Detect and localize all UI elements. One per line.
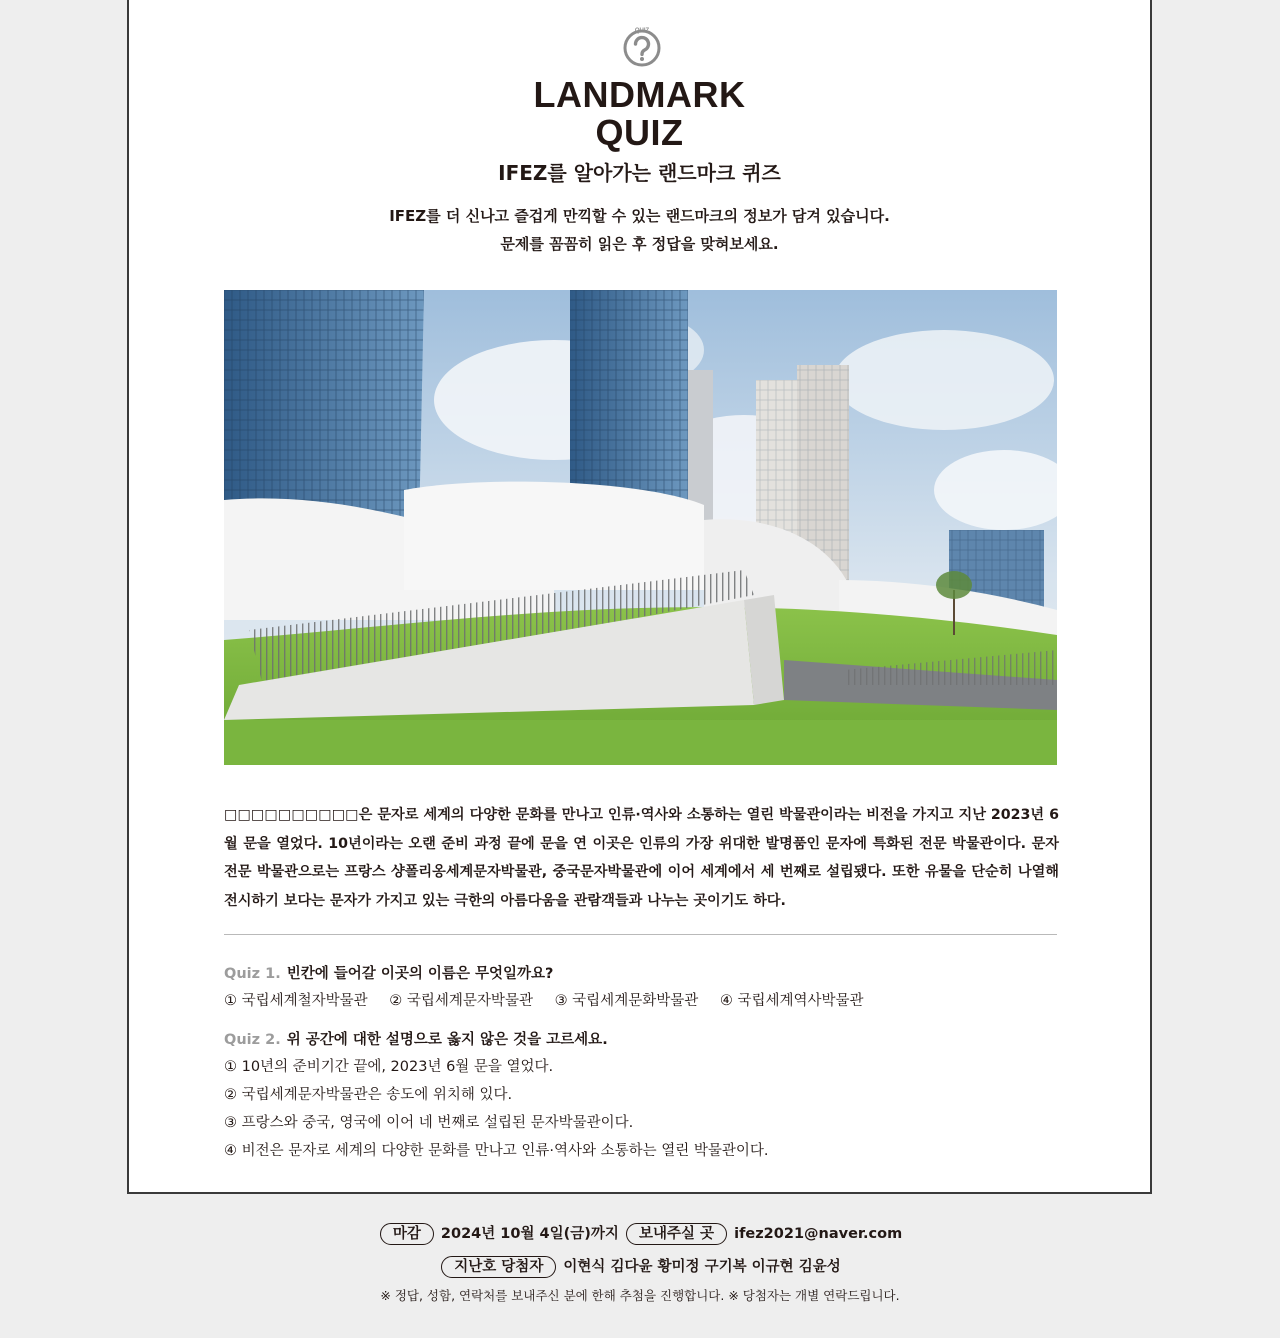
quiz-card: [127, 0, 1152, 1194]
send-label: 보내주실 곳: [626, 1223, 727, 1245]
deadline-row: [0, 1222, 1280, 1245]
quiz2-option-3[interactable]: ③ 프랑스와 중국, 영국에 이어 네 번째로 설립된 문자박물관이다.: [224, 1115, 634, 1131]
quiz1-options: [224, 989, 881, 1010]
winners-row: [0, 1255, 1280, 1278]
subtitle: IFEZ를 알아가는 랜드마크 퀴즈: [498, 161, 781, 185]
quiz-question-icon: [620, 24, 664, 68]
title-line-2: QUIZ: [595, 112, 684, 153]
quiz1-option-1[interactable]: ① 국립세계철자박물관: [224, 993, 368, 1009]
quiz1-option-4[interactable]: ④ 국립세계역사박물관: [719, 993, 864, 1009]
winners-value: 이현식 김다윤 황미정 구기복 이규현 김윤성: [563, 1259, 841, 1275]
quiz1-option-2[interactable]: ② 국립세계문자박물관: [389, 993, 533, 1009]
quiz2-option-2[interactable]: ② 국립세계문자박물관은 송도에 위치해 있다.: [224, 1087, 513, 1103]
quiz2-option-1[interactable]: ① 10년의 준비기간 끝에, 2023년 6월 문을 열었다.: [224, 1059, 554, 1075]
landmark-description: □□□□□□□□□□은 문자로 세계의 다양한 문화를 만나고 인류·역사와 소통하는 열린 박물관이라는 비전을 가지고 지난 2023년 6월 문을 열었다. 10년이라는 오랜 준비 과정 끝에 문을 연 이곳은 인류의 가장 위대한 발명품인 문자에 특화된 전문 박물관이다. 문자 전문 박물관으로는 프랑스 샹폴리옹세계문자박물관, 중국문자박물관에 이어 세계에서 세 번째로 설립됐다. 또한 유물을 단순히 나열해 전시하기 보다는 문자가 가지고 있는 극한의 아름다움을 관람객들과 나누는 곳이기도 하다.: [224, 807, 1059, 909]
quiz1-heading: [224, 962, 553, 983]
deadline-label: 마감: [380, 1223, 434, 1245]
quiz2-question: 위 공간에 대한 설명으로 옳지 않은 것을 고르세요.: [286, 1032, 608, 1048]
quiz1-question: 빈칸에 들어갈 이곳의 이름은 무엇일까요?: [286, 966, 554, 982]
quiz1-option-3[interactable]: ③ 국립세계문화박물관: [554, 993, 699, 1009]
intro-line-2: 문제를 꼼꼼히 읽은 후 정답을 맞혀보세요.: [500, 235, 779, 253]
winners-label: 지난호 당첨자: [441, 1256, 556, 1278]
quiz2-heading: [224, 1028, 608, 1049]
title-line-1: LANDMARK: [533, 74, 746, 115]
quiz2-number: Quiz 2.: [224, 1032, 281, 1048]
divider: [224, 934, 1057, 935]
footer-note: ※ 정답, 성함, 연락처를 보내주신 분에 한해 추첨을 진행합니다. ※ 당첨자는 개별 연락드립니다.: [380, 1288, 900, 1303]
quiz-icon-label: QUIZ: [634, 28, 650, 34]
quiz1-number: Quiz 1.: [224, 966, 281, 982]
send-email[interactable]: ifez2021@naver.com: [734, 1226, 903, 1242]
intro-line-1: IFEZ를 더 신나고 즐겁게 만끽할 수 있는 랜드마크의 정보가 담겨 있습니다.: [389, 207, 890, 225]
quiz2-option-4[interactable]: ④ 비전은 문자로 세계의 다양한 문화를 만나고 인류·역사와 소통하는 열린 박물관이다.: [224, 1143, 769, 1159]
landmark-photo: [224, 290, 1057, 765]
deadline-value: 2024년 10월 4일(금)까지: [440, 1226, 619, 1242]
